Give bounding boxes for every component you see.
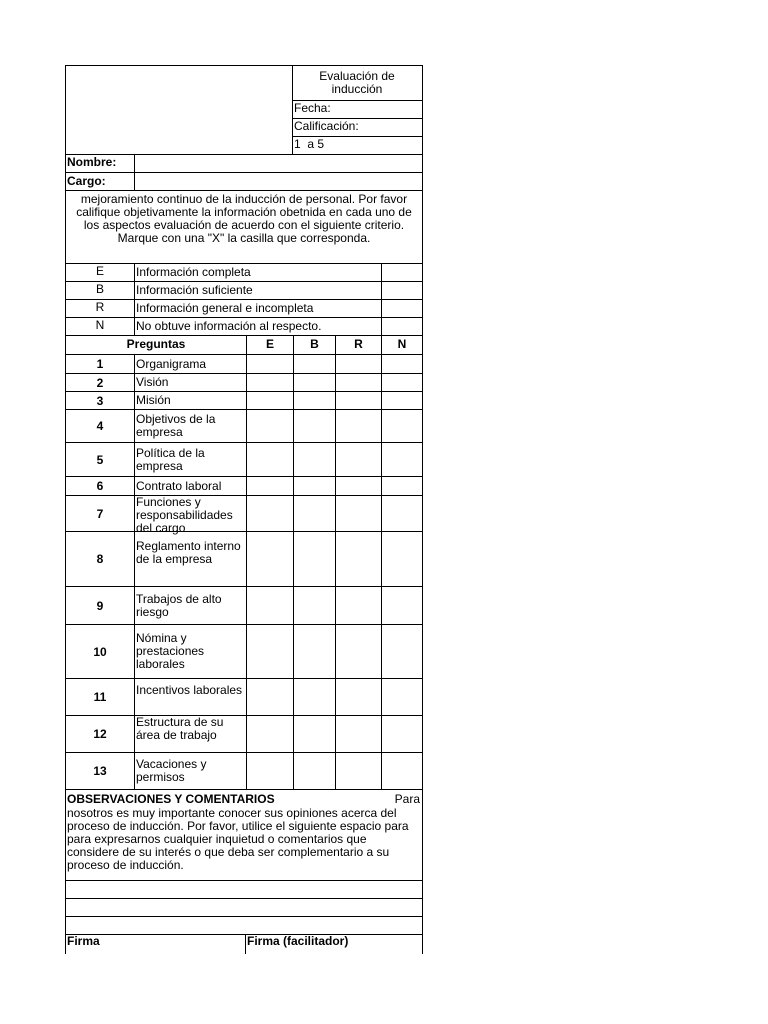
question-text: Reglamento interno de la empresa: [136, 538, 241, 566]
rule: [66, 190, 422, 191]
date-label: Fecha:: [294, 102, 331, 115]
employee-signature-label: Firma: [67, 935, 100, 948]
rating-cell-n[interactable]: [382, 587, 422, 624]
observations-text: nosotros es muy importante conocer sus opiniones acerca del proceso de inducción. Por favor, utilice el siguiente espacio para para expresarnos cualquier inquietud o comentarios que considere de su interés o que deba ser complementario a su proceso de inducción.: [67, 807, 409, 872]
question-text: Objetivos de la empresa: [136, 412, 216, 439]
role-field[interactable]: [135, 173, 422, 191]
column-header-e: E: [265, 338, 274, 351]
rule: [66, 317, 422, 318]
rating-cell-e[interactable]: [247, 374, 293, 391]
rating-cell-n[interactable]: [382, 625, 422, 678]
question-text: Incentivos laborales: [136, 683, 243, 697]
question-text: Política de la empresa: [136, 445, 205, 473]
rating-cell-b[interactable]: [294, 625, 335, 678]
question-number: 3: [96, 393, 104, 408]
question-text: Nómina y prestaciones laborales: [136, 631, 205, 671]
column-header-n: N: [397, 338, 407, 351]
question-text: Organigrama: [136, 356, 207, 371]
rating-cell-b[interactable]: [294, 496, 335, 531]
rating-cell-b[interactable]: [294, 716, 335, 752]
rating-cell-b[interactable]: [294, 374, 335, 391]
rating-cell-b[interactable]: [294, 355, 335, 373]
rule: [245, 934, 246, 954]
rating-cell-b[interactable]: [294, 392, 335, 409]
question-text: Funciones y responsabilidades del cargo: [136, 495, 233, 535]
rating-cell-b[interactable]: [294, 753, 335, 789]
rating-cell-r[interactable]: [336, 532, 381, 586]
comment-line-3[interactable]: [67, 917, 421, 934]
induction-evaluation-form: [65, 65, 423, 954]
rating-cell-r[interactable]: [336, 679, 381, 715]
rating-cell-e[interactable]: [247, 355, 293, 373]
question-number: 9: [96, 598, 104, 613]
question-number: 1: [96, 357, 104, 371]
rating-cell-b[interactable]: [294, 443, 335, 476]
observations-lead: Para: [394, 793, 420, 806]
rating-cell-n[interactable]: [382, 443, 422, 476]
rating-cell-r[interactable]: [336, 716, 381, 752]
facilitator-signature-label: Firma (facilitador): [247, 935, 349, 948]
rating-cell-e[interactable]: [247, 496, 293, 531]
rule: [292, 100, 422, 101]
legend-code: R: [95, 301, 105, 314]
rating-cell-e[interactable]: [247, 753, 293, 789]
question-number: 2: [96, 375, 104, 390]
question-text: Visión: [136, 375, 169, 389]
question-number: 11: [93, 690, 107, 704]
rating-cell-e[interactable]: [247, 410, 293, 442]
rule: [66, 789, 422, 790]
question-number: 5: [96, 452, 104, 467]
observations-title: OBSERVACIONES Y COMENTARIOS: [67, 793, 275, 806]
rating-cell-r[interactable]: [336, 587, 381, 624]
rule: [292, 118, 422, 119]
rule: [66, 335, 422, 336]
rating-cell-n[interactable]: [382, 532, 422, 586]
rule: [134, 354, 135, 789]
legend-description: No obtuve información al respecto.: [136, 320, 322, 333]
role-label: Cargo:: [67, 175, 106, 188]
question-text: Estructura de su área de trabajo: [136, 715, 224, 742]
rating-cell-b[interactable]: [294, 532, 335, 586]
rule: [381, 263, 382, 335]
rating-cell-e[interactable]: [247, 477, 293, 495]
rating-cell-n[interactable]: [382, 753, 422, 789]
legend-code: E: [95, 265, 104, 278]
comment-line-2[interactable]: [67, 899, 421, 916]
question-number: 8: [96, 552, 104, 566]
rating-cell-e[interactable]: [247, 679, 293, 715]
rating-cell-n[interactable]: [382, 679, 422, 715]
rule: [335, 335, 336, 789]
legend-description: Información completa: [136, 266, 251, 279]
legend-code: B: [95, 283, 104, 296]
rating-cell-r[interactable]: [336, 496, 381, 531]
rating-cell-e[interactable]: [247, 392, 293, 409]
rating-cell-e[interactable]: [247, 443, 293, 476]
name-field[interactable]: [135, 154, 422, 172]
grade-label: Calificación:: [294, 120, 359, 133]
legend-description: Información suficiente: [136, 284, 253, 297]
question-number: 4: [96, 419, 104, 433]
form-title: Evaluación de inducción: [319, 70, 395, 96]
rating-cell-n[interactable]: [382, 392, 422, 409]
rule: [66, 263, 422, 264]
questions-header: Preguntas: [126, 338, 186, 351]
legend-mark-box[interactable]: [382, 300, 422, 317]
rating-cell-e[interactable]: [247, 716, 293, 752]
question-number: 13: [93, 764, 107, 778]
rating-cell-r[interactable]: [336, 625, 381, 678]
rating-cell-n[interactable]: [382, 477, 422, 495]
rating-cell-b[interactable]: [294, 477, 335, 495]
question-number: 10: [93, 644, 107, 659]
rating-cell-r[interactable]: [336, 753, 381, 789]
question-number: 6: [96, 479, 104, 493]
rating-cell-r[interactable]: [336, 477, 381, 495]
question-number: 7: [96, 506, 104, 521]
instructions-text: mejoramiento continuo de la inducción de personal. Por favor califique objetivamente la información obetnida en cada uno de los aspectos evaluación de acuerdo con el siguiente criterio. Marque con una "X" la casilla que corresponda.: [76, 193, 412, 245]
rating-cell-n[interactable]: [382, 496, 422, 531]
rating-cell-r[interactable]: [336, 355, 381, 373]
rule: [134, 263, 135, 335]
legend-code: N: [95, 319, 105, 332]
comment-line-1[interactable]: [67, 881, 421, 898]
rating-cell-e[interactable]: [247, 587, 293, 624]
rating-cell-e[interactable]: [247, 625, 293, 678]
rule: [246, 335, 247, 789]
question-text: Contrato laboral: [136, 478, 222, 493]
column-header-r: R: [354, 338, 363, 351]
legend-mark-box[interactable]: [382, 264, 422, 281]
rating-cell-r[interactable]: [336, 410, 381, 442]
rating-cell-r[interactable]: [336, 374, 381, 391]
question-text: Vacaciones y permisos: [136, 757, 207, 784]
question-number: 12: [93, 727, 107, 741]
name-label: Nombre:: [67, 156, 117, 169]
column-header-b: B: [310, 338, 319, 351]
rating-cell-b[interactable]: [294, 410, 335, 442]
question-text: Trabajos de alto riesgo: [136, 591, 222, 619]
rule: [66, 299, 422, 300]
rule: [66, 281, 422, 282]
rating-cell-b[interactable]: [294, 587, 335, 624]
rating-cell-r[interactable]: [336, 392, 381, 409]
rating-cell-n[interactable]: [382, 374, 422, 391]
rule: [381, 335, 382, 789]
rule: [292, 136, 422, 137]
rating-cell-n[interactable]: [382, 716, 422, 752]
rating-cell-r[interactable]: [336, 443, 381, 476]
legend-mark-box[interactable]: [382, 282, 422, 299]
rating-cell-b[interactable]: [294, 679, 335, 715]
rating-cell-e[interactable]: [247, 532, 293, 586]
question-text: Misión: [136, 393, 171, 407]
rule: [293, 335, 294, 789]
legend-mark-box[interactable]: [382, 318, 422, 335]
legend-description: Información general e incompleta: [136, 302, 314, 315]
header-divider: [292, 66, 293, 154]
rating-cell-n[interactable]: [382, 355, 422, 373]
rating-cell-n[interactable]: [382, 410, 422, 442]
grade-scale: 1 a 5: [294, 138, 325, 151]
